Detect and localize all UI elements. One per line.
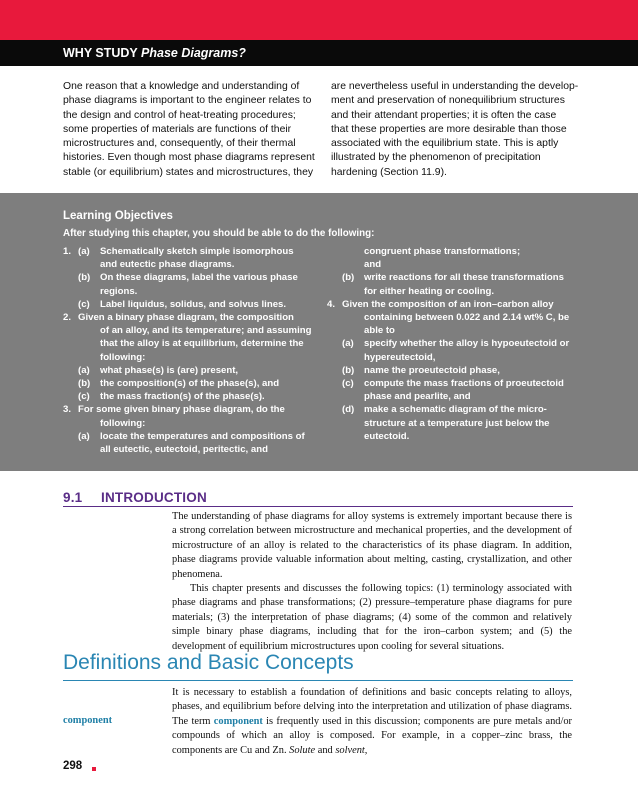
objective-letter: (b) (342, 272, 355, 284)
learning-objectives-title: Learning Objectives (63, 210, 173, 222)
objective-number: 4. (327, 298, 336, 310)
objective-line (63, 337, 325, 350)
top-color-band (0, 0, 638, 40)
intro-paragraph-1: The understanding of phase diagrams for alloy systems is extremely important because there is a strong correlation between microstructure and mechanical properties, and the development of microstructure of an alloy is related to the characteristics of its phase diagram. In addition, phase diagrams provide valuable information about melting, casting, crystallization, and other phenomena. (172, 511, 572, 580)
objective-line (63, 324, 325, 337)
margin-glossary-term: component (63, 715, 113, 726)
objective-line (63, 390, 325, 403)
objective-line (327, 430, 592, 443)
objective-line (327, 271, 592, 284)
objective-line (63, 443, 325, 456)
objective-line (63, 311, 325, 324)
objective-line (63, 377, 325, 390)
objective-line (327, 351, 592, 364)
text-line: histories. Even though most phase diagrams represent (63, 152, 315, 164)
text-line: and their attendant properties; it is often the case (331, 109, 557, 121)
objective-text: congruent phase transformations; (364, 246, 521, 257)
objective-text: regions. (100, 285, 138, 297)
learning-objectives-box (0, 193, 638, 471)
objective-line (63, 417, 325, 430)
definitions-text-before: It is necessary to establish a foundation of definitions and basic concepts relating to alloys, phases, and equilibrium before delving into the interpretation and utilization of phase diagrams. The term (172, 687, 572, 727)
why-study-title-emphasis: Phase Diagrams? (141, 46, 246, 60)
objective-line (63, 258, 325, 271)
why-study-banner (0, 40, 638, 66)
objective-line (63, 271, 325, 284)
objective-text: all eutectic, eutectoid, peritectic, and (100, 444, 268, 456)
objective-line (327, 245, 592, 258)
objective-text: For some given binary phase diagram, do the (78, 404, 285, 416)
section-title: INTRODUCTION (101, 490, 207, 505)
objective-text: following: (100, 351, 146, 363)
objective-line (63, 285, 325, 298)
objective-text: what phase(s) is (are) present, (100, 364, 239, 376)
objective-line (63, 298, 325, 311)
objective-letter: (a) (78, 364, 90, 376)
objective-text: Given a binary phase diagram, the composition (78, 312, 294, 324)
intro-paragraph-2: This chapter presents and discusses the following topics: (1) terminology associated with phase diagrams and phase transformations; (2) pressure–temperature phase diagrams for pure materials; (3) the interpretation of phase diagrams; (4) some of the common and relatively simple binary phase diagrams, including that for the iron–carbon system; and (5) the development of equilibrium microstructures upon cooling for several situations. (172, 583, 572, 652)
objective-text: compute the mass fractions of proeutectoid (364, 378, 564, 390)
objective-text: phase and pearlite, and (364, 391, 471, 403)
objective-line (327, 390, 592, 403)
objective-text: Given the composition of an iron–carbon alloy (342, 298, 554, 310)
term-solute: Solute (289, 744, 316, 756)
objective-line (327, 377, 592, 390)
objective-text: following: (100, 417, 146, 429)
objective-letter: (a) (342, 338, 354, 350)
objective-text: and eutectic phase diagrams. (100, 259, 235, 271)
objective-text: locate the temperatures and compositions of (100, 430, 305, 442)
objective-text: make a schematic diagram of the micro- (364, 404, 547, 416)
objectives-right-column (327, 245, 592, 443)
definitions-text-and: and (315, 744, 336, 756)
objective-text: name the proeutectoid phase, (364, 364, 500, 376)
objective-letter: (b) (78, 272, 91, 284)
objective-text: hypereutectoid, (364, 351, 436, 363)
objective-line (327, 298, 592, 311)
objective-number: 3. (63, 404, 72, 416)
text-line: stable (or equilibrium) states and microstructures, they (63, 166, 314, 178)
objective-text: containing between 0.022 and 2.14 wt% C, be (364, 312, 570, 324)
objective-number: 2. (63, 312, 72, 324)
text-line: phase diagrams is important to the engineer relates to (63, 95, 312, 107)
objective-letter: (c) (78, 391, 90, 403)
objective-text: of an alloy, and its temperature; and assuming (100, 325, 312, 337)
definitions-heading: Definitions and Basic Concepts (63, 651, 354, 674)
page-number: 298 (63, 760, 83, 772)
objective-line (327, 337, 592, 350)
objective-line (327, 417, 592, 430)
text-line: are nevertheless useful in understanding the develop- (331, 81, 579, 92)
section-rule (63, 506, 573, 507)
text-line: illustrated by the phenomenon of precipitation (331, 152, 541, 164)
objective-letter: (d) (342, 404, 355, 416)
objective-number: 1. (63, 246, 72, 257)
why-study-right-column (331, 80, 583, 180)
section-heading (63, 490, 207, 505)
objective-text: able to (364, 325, 395, 337)
why-study-left-column (63, 80, 315, 180)
definitions-paragraph (172, 686, 572, 758)
objective-line (63, 403, 325, 416)
text-line: associated with the equilibrium state. This is aptly (331, 138, 559, 150)
objective-line (327, 324, 592, 337)
objective-letter: (a) (78, 430, 90, 442)
objective-line (63, 351, 325, 364)
text-line: ment and preservation of nonequilibrium structures (331, 95, 565, 107)
objective-text: that the alloy is at equilibrium, determine the (100, 338, 304, 350)
objective-line (327, 285, 592, 298)
text-line: some properties of materials are functions of their (63, 123, 292, 135)
objective-text: Label liquidus, solidus, and solvus lines. (100, 298, 287, 310)
objective-text: Schematically sketch simple isomorphous (100, 246, 294, 257)
why-study-title-prefix: WHY STUDY (63, 46, 142, 60)
objective-line (327, 258, 592, 271)
objective-text: and (364, 259, 382, 271)
objective-letter: (b) (78, 378, 91, 390)
objective-line (63, 430, 325, 443)
text-line: One reason that a knowledge and understanding of (63, 81, 300, 92)
objective-letter: (a) (78, 246, 90, 257)
objective-line (327, 364, 592, 377)
introduction-body (172, 510, 572, 654)
page-number-marker (92, 767, 96, 771)
objective-line (327, 403, 592, 416)
text-line: that these properties are more desirable than those (331, 123, 567, 135)
objective-text: write reactions for all these transformations (364, 272, 564, 284)
objective-letter: (c) (342, 378, 354, 390)
objective-text: eutectoid. (364, 430, 410, 442)
objective-text: the mass fraction(s) of the phase(s). (100, 391, 265, 403)
section-number: 9.1 (63, 490, 83, 505)
definitions-rule (63, 680, 573, 681)
objectives-left-column (63, 245, 325, 456)
learning-objectives-intro: After studying this chapter, you should be able to do the following: (63, 228, 375, 239)
objective-line (63, 245, 325, 258)
objective-letter: (c) (78, 298, 90, 310)
keyword-component: component (213, 715, 263, 727)
objective-text: structure at a temperature just below the (364, 417, 550, 429)
objective-letter: (b) (342, 364, 355, 376)
text-line: the design and control of heat-treating procedures; (63, 109, 296, 121)
objective-text: the composition(s) of the phase(s), and (100, 378, 280, 390)
text-line: microstructures and, consequently, of their thermal (63, 138, 296, 150)
text-line: hardening (Section 11.9). (331, 166, 447, 178)
objective-text: On these diagrams, label the various phase (100, 272, 298, 284)
term-solvent: solvent, (335, 744, 368, 756)
objective-line (327, 311, 592, 324)
objective-text: specify whether the alloy is hypoeutectoid or (364, 338, 570, 350)
why-study-text (63, 80, 583, 180)
definitions-body (172, 686, 572, 758)
objective-line (63, 364, 325, 377)
definitions-text-middle: is frequently used in this discussion; components are pure metals and/or compounds of which an alloy is composed. For example, in a copper–zinc brass, the components are Cu and Zn. (172, 715, 573, 756)
objective-text: for either heating or cooling. (364, 285, 495, 297)
